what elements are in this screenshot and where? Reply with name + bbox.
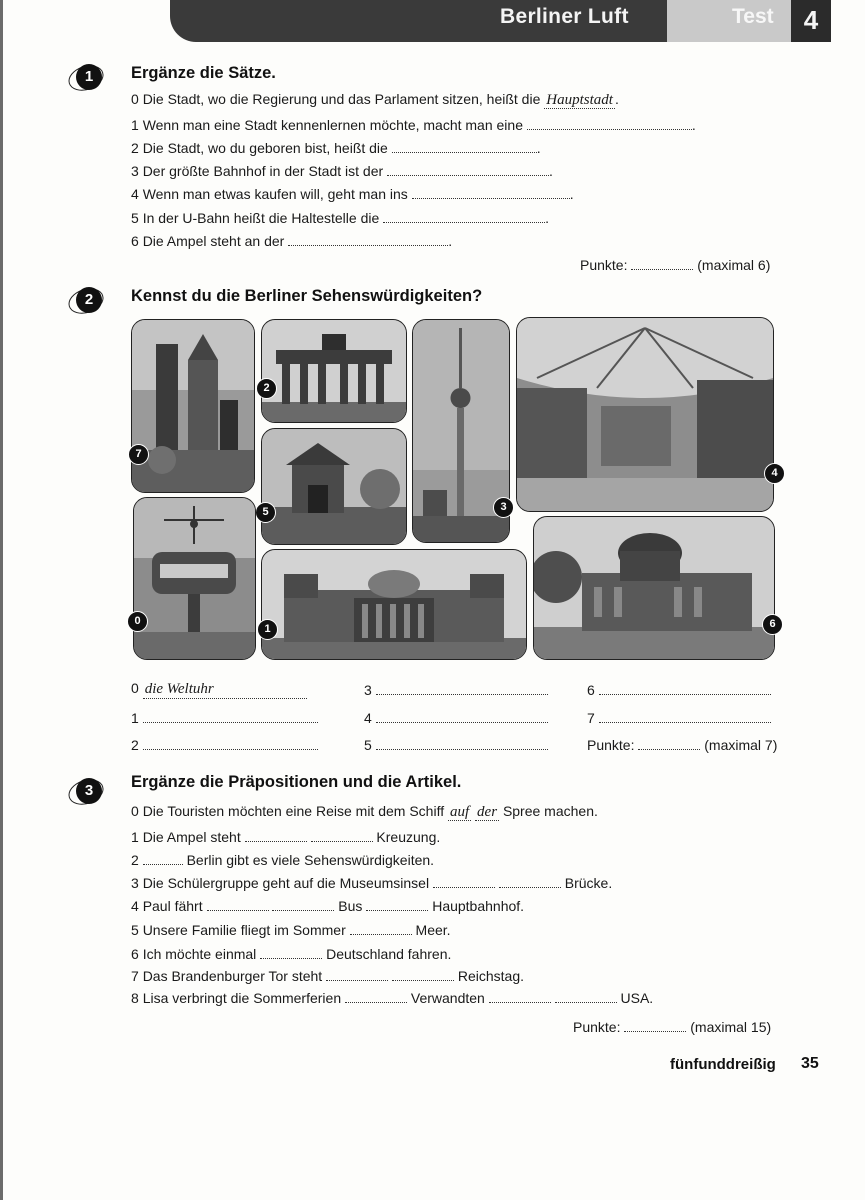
task3-blank-6[interactable]: [260, 944, 322, 959]
task3-points-blank[interactable]: [624, 1017, 686, 1032]
task1-line-4: 4 Wenn man etwas kaufen will, geht man ins .: [131, 186, 574, 202]
task2-blank-1[interactable]: [143, 708, 318, 723]
task1-blank-2[interactable]: [392, 138, 537, 153]
task1-line-3: 3 Der größte Bahnhof in der Stadt ist der .: [131, 163, 553, 179]
task2-heading: Kennst du die Berliner Sehenswürdigkeiten?: [131, 287, 483, 305]
photo-badge-7: 7: [128, 444, 149, 465]
task1-line-6: 6 Die Ampel steht an der .: [131, 233, 453, 249]
task3-blank-4b[interactable]: [272, 896, 334, 911]
photo-badge-2: 2: [256, 378, 277, 399]
task3-blank-8a[interactable]: [345, 988, 407, 1003]
task3-line-2: 2 Berlin gibt es viele Sehenswürdigkeiten.: [131, 852, 435, 868]
task1-answer-0: Hauptstadt: [546, 92, 613, 108]
task2-answer-row-4: 4: [364, 708, 548, 726]
task3-line-3: 3 Die Schülergruppe geht auf die Museumsinsel Brücke.: [131, 875, 613, 891]
photo-bode-museum: [533, 516, 775, 660]
task2-answer-row-7: 7: [587, 708, 771, 726]
task1-points-blank[interactable]: [631, 255, 693, 270]
task1-line-2: 2 Die Stadt, wo du geboren bist, heißt die .: [131, 140, 541, 156]
photo-badge-5: 5: [255, 502, 276, 523]
task1-blank-3[interactable]: [387, 161, 549, 176]
task2-blank-6[interactable]: [599, 680, 771, 695]
task2-answer-row-3: 3: [364, 680, 548, 698]
task2-blank-7[interactable]: [599, 708, 771, 723]
task1-line-1: 1 Wenn man eine Stadt kennenlernen möchte, macht man eine .: [131, 117, 696, 133]
task2-answer-row-0: 0 die Weltuhr: [131, 680, 307, 699]
photo-zoo-tor: [261, 428, 407, 545]
task1-number-badge: 1: [76, 64, 102, 90]
task1-heading: Ergänze die Sätze.: [131, 64, 276, 82]
task3-points: Punkte: (maximal 15): [573, 1019, 772, 1035]
task3-blank-8b[interactable]: [489, 988, 551, 1003]
task2-points-blank[interactable]: [638, 735, 700, 750]
task1-line-0: 0 Die Stadt, wo die Regierung und das Parlament sitzen, heißt die Hauptstadt .: [131, 91, 619, 108]
task3-blank-1b[interactable]: [311, 827, 373, 842]
task1-blank-1[interactable]: [527, 115, 692, 130]
task3-blank-4a[interactable]: [207, 896, 269, 911]
task3-blank-3b[interactable]: [499, 873, 561, 888]
task3-answer-0a: auf: [449, 804, 470, 820]
task1-blank-5[interactable]: [383, 208, 545, 223]
task2-answer-row-5: 5: [364, 735, 548, 753]
task3-line-6: 6 Ich möchte einmal Deutschland fahren.: [131, 946, 452, 962]
task1-blank-4[interactable]: [412, 184, 570, 199]
task3-blank-7b[interactable]: [392, 966, 454, 981]
unit-number: 4: [791, 0, 831, 42]
page-number-word: fünfunddreißig: [670, 1056, 776, 1073]
task2-blank-4[interactable]: [376, 708, 548, 723]
task3-line-5: 5 Unsere Familie fliegt im Sommer Meer.: [131, 922, 451, 938]
photo-reichstag: [261, 549, 527, 660]
page-edge: [0, 0, 3, 1200]
task1-points: Punkte: (maximal 6): [580, 257, 771, 273]
photo-badge-3: 3: [493, 497, 514, 518]
task2-blank-5[interactable]: [376, 735, 548, 750]
task3-blank-5[interactable]: [350, 920, 412, 935]
test-label: Test: [732, 5, 774, 28]
task3-line-1: 1 Die Ampel steht Kreuzung.: [131, 829, 441, 845]
task1-line-5: 5 In der U-Bahn heißt die Haltestelle die .: [131, 210, 550, 226]
task2-answer-row-6: 6: [587, 680, 771, 698]
task1-blank-6[interactable]: [288, 231, 448, 246]
task2-number-badge: 2: [76, 287, 102, 313]
task3-blank-8c[interactable]: [555, 988, 617, 1003]
task3-blank-7a[interactable]: [326, 966, 388, 981]
photo-badge-0: 0: [127, 611, 148, 632]
task2-answer-0: die Weltuhr: [143, 681, 307, 699]
task3-heading: Ergänze die Präpositionen und die Artikel.: [131, 773, 462, 791]
photo-badge-1: 1: [257, 619, 278, 640]
task3-line-0: 0 Die Touristen möchten eine Reise mit dem Schiff auf der Spree machen.: [131, 803, 598, 820]
task3-blank-2[interactable]: [143, 850, 183, 865]
page-number: 35: [801, 1055, 819, 1072]
task3-blank-4c[interactable]: [366, 896, 428, 911]
task2-answer-row-2: 2: [131, 735, 318, 753]
task2-blank-3[interactable]: [376, 680, 548, 695]
photo-badge-6: 6: [762, 614, 783, 635]
photo-weltzeituhr: [133, 497, 256, 660]
task3-number-badge: 3: [76, 778, 102, 804]
task3-blank-3a[interactable]: [433, 873, 495, 888]
task2-blank-2[interactable]: [143, 735, 318, 750]
unit-title: Berliner Luft: [500, 5, 629, 28]
task2-answer-row-1: 1: [131, 708, 318, 726]
task3-blank-1a[interactable]: [245, 827, 307, 842]
task2-points: Punkte: (maximal 7): [587, 737, 778, 753]
task3-answer-0b: der: [477, 804, 498, 820]
photo-gedaechtniskirche: [131, 319, 255, 493]
photo-brandenburger-tor: [261, 319, 407, 423]
photo-sony-center: [516, 317, 774, 512]
task3-line-7: 7 Das Brandenburger Tor steht Reichstag.: [131, 968, 525, 984]
photo-badge-4: 4: [764, 463, 785, 484]
task3-line-8: 8 Lisa verbringt die Sommerferien Verwandten USA.: [131, 990, 654, 1006]
task3-line-4: 4 Paul fährt Bus Hauptbahnhof.: [131, 898, 525, 914]
